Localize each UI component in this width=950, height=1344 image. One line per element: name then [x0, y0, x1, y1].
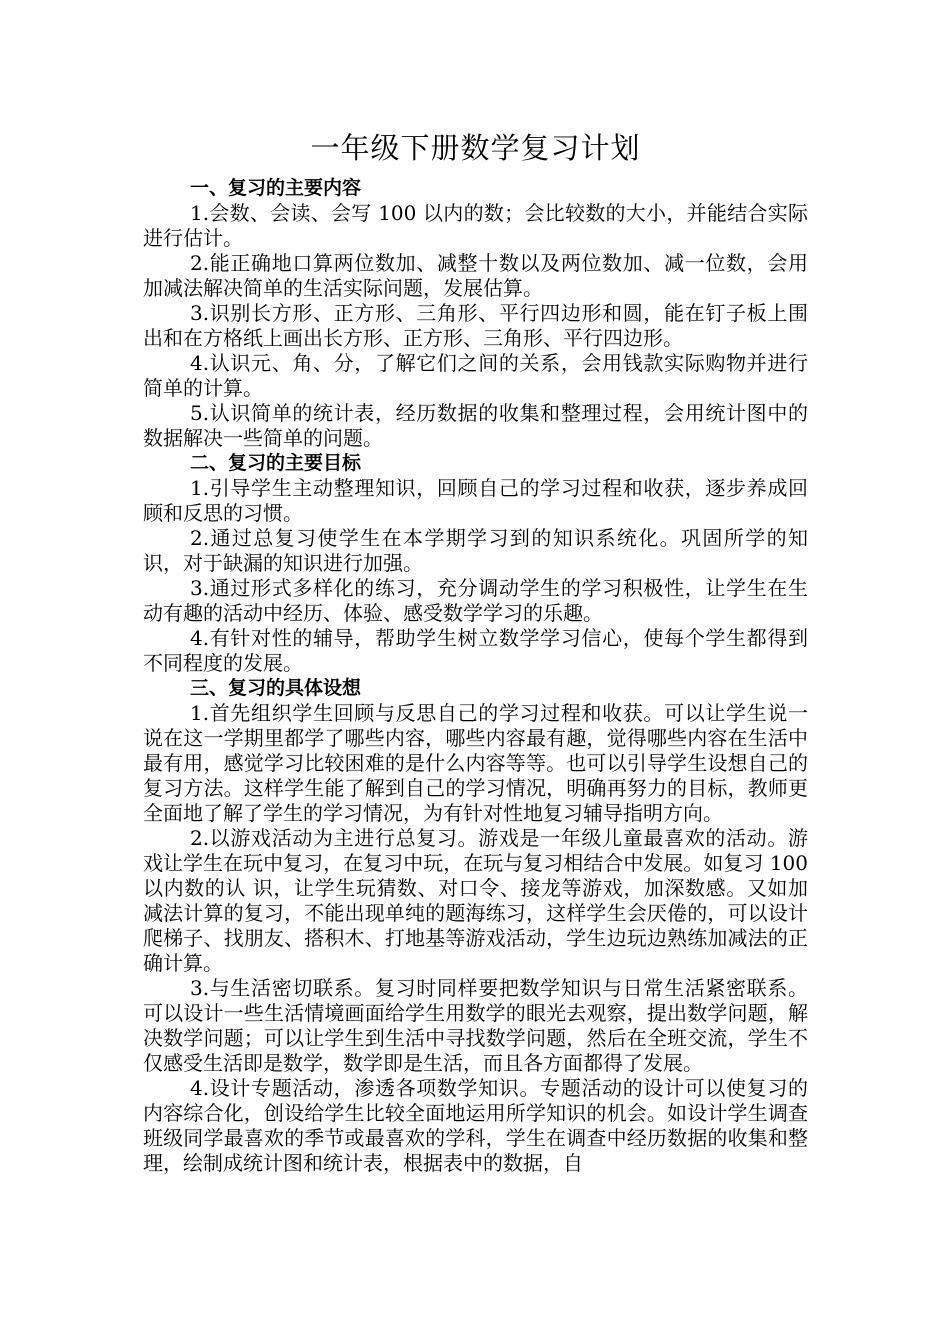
document-page	[143, 128, 808, 1176]
section-heading-goals: 二、复习的主要目标	[190, 452, 362, 474]
paragraph: 1.引导学生主动整理知识，回顾自己的学习过程和收获，逐步养成回顾和反思的习惯。	[143, 476, 808, 525]
paragraph: 5.认识简单的统计表，经历数据的收集和整理过程，会用统计图中的数据解决一些简单的问题。	[143, 401, 808, 450]
section-heading-contents: 一、复习的主要内容	[190, 177, 362, 199]
paragraph: 3.与生活密切联系。复习时同样要把数学知识与日常生活紧密联系。可以设计一些生活情境画面给学生用数学的眼光去观察，提出数学问题，解决数学问题；可以让学生到生活中寻找数学问题，然后在全班交流，学生不仅感受生活即是数学，数学即是生活，而且各方面都得了发展。	[143, 976, 808, 1075]
paragraph: 3.通过形式多样化的练习，充分调动学生的学习积极性，让学生在生动有趣的活动中经历、体验、感受数学学习的乐趣。	[143, 576, 808, 625]
section-heading-plan: 三、复习的具体设想	[190, 677, 362, 699]
paragraph: 3.识别长方形、正方形、三角形、平行四边形和圆，能在钉子板上围出和在方格纸上画出长方形、正方形、三角形、平行四边形。	[143, 301, 808, 350]
paragraph: 2.以游戏活动为主进行总复习。游戏是一年级儿童最喜欢的活动。游戏让学生在玩中复习，在复习中玩，在玩与复习相结合中发展。如复习 100 以内数的认 识，让学生玩猜数、对口令、接龙等游戏，加深数感。又如加减法计算的复习，不能出现单纯的题海练习，这样学生会厌倦的，可以设计爬梯子、找朋友、搭积木、打地基等游戏活动，学生边玩边熟练加减法的正确计算。	[143, 826, 808, 975]
paragraph: 2.通过总复习使学生在本学期学习到的知识系统化。巩固所学的知识，对于缺漏的知识进行加强。	[143, 526, 808, 575]
paragraph: 1.会数、会读、会写 100 以内的数；会比较数的大小，并能结合实际进行估计。	[143, 201, 808, 250]
paragraph: 4.认识元、角、分，了解它们之间的关系，会用钱款实际购物并进行简单的计算。	[143, 351, 808, 400]
paragraph: 4.有针对性的辅导，帮助学生树立数学学习信心，使每个学生都得到不同程度的发展。	[143, 626, 808, 675]
paragraph: 2.能正确地口算两位数加、减整十数以及两位数加、减一位数，会用加减法解决简单的生活实际问题，发展估算。	[143, 251, 808, 300]
document-title: 一年级下册数学复习计划	[310, 131, 641, 165]
paragraph: 1.首先组织学生回顾与反思自己的学习过程和收获。可以让学生说一说在这一学期里都学了哪些内容，哪些内容最有趣，觉得哪些内容在生活中最有用，感觉学习比较困难的是什么内容等等。也可以引导学生设想自己的复习方法。这样学生能了解到自己的学习情况，明确再努力的目标，教师更全面地了解了学生的学习情况，为有针对性地复习辅导指明方向。	[143, 701, 808, 825]
paragraph: 4.设计专题活动，渗透各项数学知识。专题活动的设计可以使复习的内容综合化，创设给学生比较全面地运用所学知识的机会。如设计学生调查班级同学最喜欢的季节或最喜欢的学科，学生在调查中经历数据的收集和整理，绘制成统计图和统计表，根据表中的数据，自	[143, 1076, 808, 1175]
